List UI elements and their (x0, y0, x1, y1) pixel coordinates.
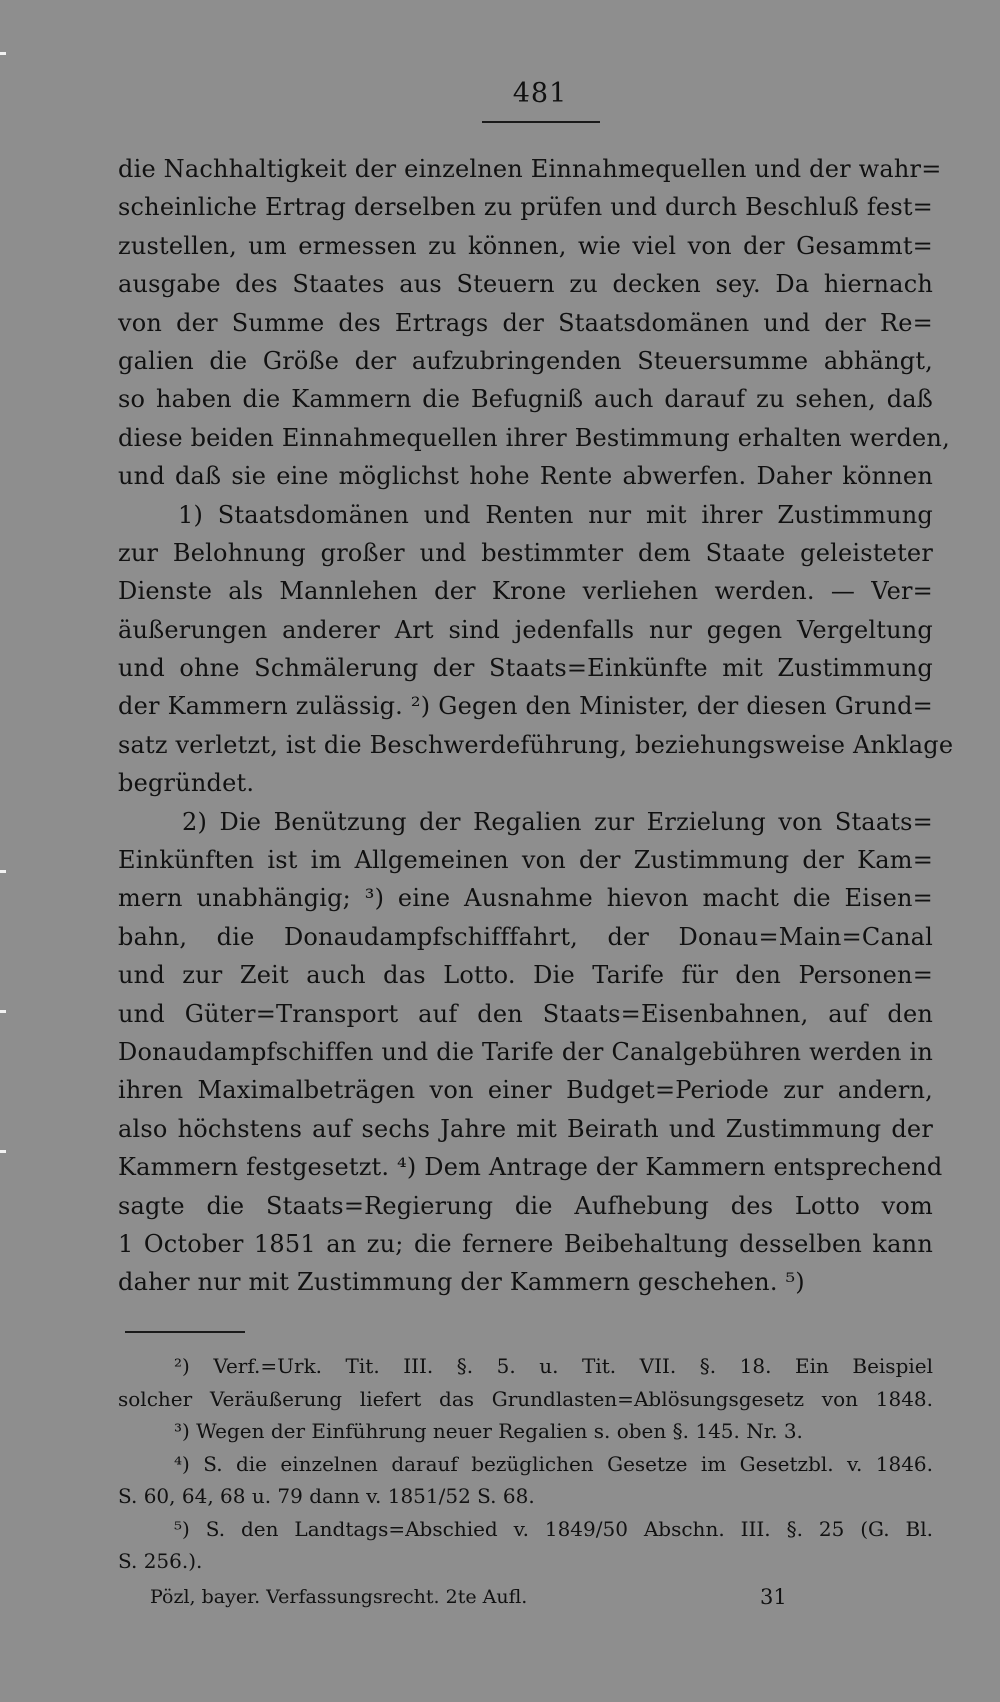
text-line: ihren Maximalbeträgen von einer Budget=Periode zur andern, (118, 1076, 933, 1105)
text-line: Dienste als Mannlehen der Krone verliehen werden. — Ver= (118, 577, 933, 606)
text-line: scheinliche Ertrag derselben zu prüfen und durch Beschluß fest= (118, 193, 933, 222)
text-line: äußerungen anderer Art sind jedenfalls nur gegen Vergeltung (118, 615, 933, 644)
margin-speck (0, 870, 6, 873)
header-rule (482, 121, 600, 123)
text-line: der Kammern zulässig. ²) Gegen den Minister, der diesen Grund= (118, 692, 933, 721)
text-line: satz verletzt, ist die Beschwerdeführung, beziehungsweise Anklage (118, 730, 954, 759)
text-line: Donaudampfschiffen und die Tarife der Canalgebühren werden in (118, 1037, 933, 1066)
text-line: daher nur mit Zustimmung der Kammern geschehen. ⁵) (118, 1268, 805, 1297)
text-line: und ohne Schmälerung der Staats=Einkünfte mit Zustimmung (118, 654, 933, 683)
footnote-line: solcher Veräußerung liefert das Grundlasten=Ablösungsgesetz von 1848. (118, 1386, 933, 1411)
text-line: zur Belohnung großer und bestimmter dem Staate geleisteter (118, 538, 933, 567)
margin-speck (0, 1150, 6, 1153)
footnote-line: ⁴) S. die einzelnen darauf bezüglichen Gesetze im Gesetzbl. v. 1846. (174, 1451, 933, 1476)
margin-speck (0, 1010, 6, 1013)
text-line: zustellen, um ermessen zu können, wie viel von der Gesammt= (118, 231, 933, 260)
text-line: begründet. (118, 769, 255, 798)
footnote-line: ³) Wegen der Einführung neuer Regalien s. oben §. 145. Nr. 3. (174, 1419, 803, 1443)
text-line: 1) Staatsdomänen und Renten nur mit ihrer Zustimmung (178, 500, 933, 529)
text-line: also höchstens auf sechs Jahre mit Beirath und Zustimmung der (118, 1114, 933, 1143)
footnote-line: S. 256.). (118, 1549, 203, 1573)
text-line: so haben die Kammern die Befugniß auch darauf zu sehen, daß (118, 385, 933, 414)
text-line: bahn, die Donaudampfschifffahrt, der Donau=Main=Canal (118, 922, 933, 951)
page-number: 481 (512, 78, 568, 109)
footnote-rule (125, 1331, 245, 1333)
text-line: galien die Größe der aufzubringenden Steuersumme abhängt, (118, 346, 933, 375)
text-line: 1 October 1851 an zu; die fernere Beibehaltung desselben kann (118, 1229, 933, 1258)
footnote-line: ²) Verf.=Urk. Tit. III. §. 5. u. Tit. VII. §. 18. Ein Beispiel (174, 1354, 933, 1378)
text-line: Kammern festgesetzt. ⁴) Dem Antrage der Kammern entsprechend (118, 1153, 943, 1182)
margin-speck (0, 52, 6, 55)
body-text (118, 150, 954, 1302)
text-line: ausgabe des Staates aus Steuern zu decken sey. Da hiernach (118, 270, 933, 299)
text-line: und daß sie eine möglichst hohe Rente abwerfen. Daher können (118, 462, 933, 491)
signature-number: 31 (760, 1585, 787, 1609)
text-line: die Nachhaltigkeit der einzelnen Einnahmequellen und der wahr= (118, 155, 942, 183)
text-line: von der Summe des Ertrags der Staatsdomänen und der Re= (118, 308, 933, 337)
footnote-line: ⁵) S. den Landtags=Abschied v. 1849/50 Abschn. III. §. 25 (G. Bl. (174, 1516, 933, 1541)
text-line: Einkünften ist im Allgemeinen von der Zustimmung der Kam= (118, 846, 933, 875)
text-line: und Güter=Transport auf den Staats=Eisenbahnen, auf den (118, 999, 933, 1028)
text-line: sagte die Staats=Regierung die Aufhebung des Lotto vom (118, 1191, 933, 1220)
footnotes (118, 1350, 933, 1578)
text-line: 2) Die Benützung der Regalien zur Erzielung von Staats= (182, 807, 933, 836)
text-line: mern unabhängig; ³) eine Ausnahme hievon macht die Eisen= (118, 884, 933, 913)
text-line: diese beiden Einnahmequellen ihrer Bestimmung erhalten werden, (118, 423, 950, 452)
footnote-line: S. 60, 64, 68 u. 79 dann v. 1851/52 S. 68. (118, 1484, 535, 1508)
signature-line: Pözl, bayer. Verfassungsrecht. 2te Aufl. (150, 1586, 528, 1608)
text-line: und zur Zeit auch das Lotto. Die Tarife für den Personen= (118, 961, 933, 990)
